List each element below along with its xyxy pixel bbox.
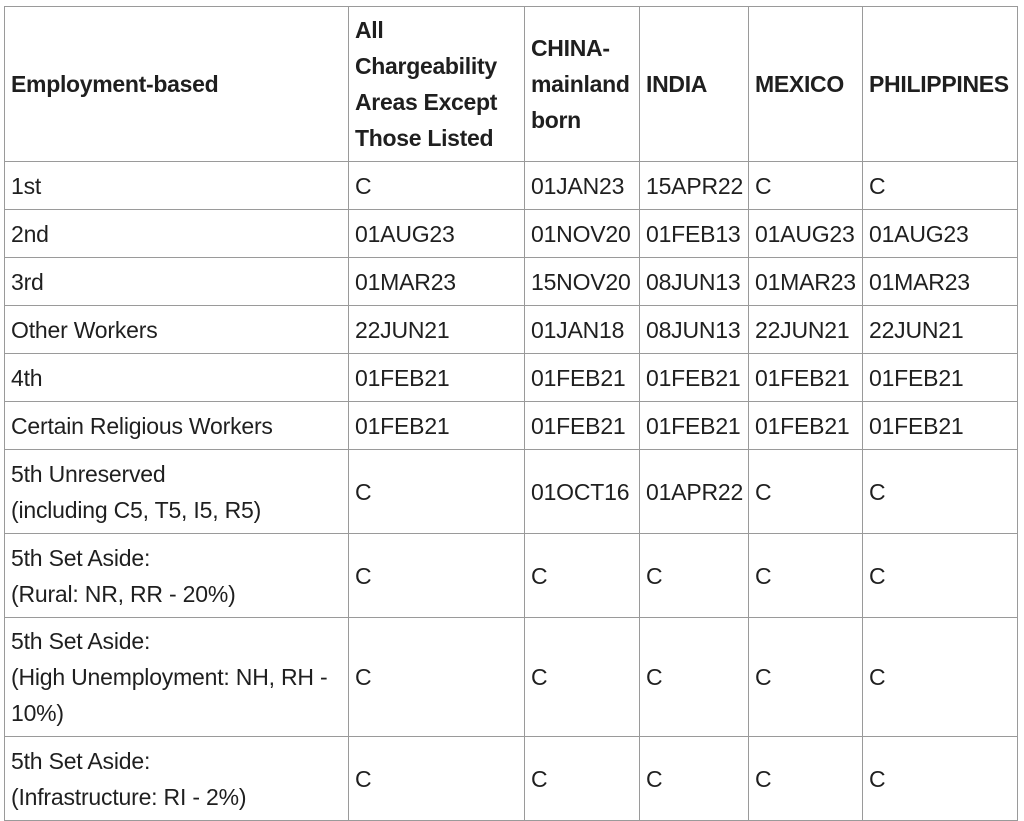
row-category	[5, 618, 349, 737]
cell-mexico: C	[749, 534, 863, 618]
cell-china: 01JAN18	[525, 306, 640, 354]
cell-india: C	[640, 534, 749, 618]
header-mexico: MEXICO	[749, 7, 863, 162]
cell-philippines: C	[863, 162, 1018, 210]
cell-india: C	[640, 737, 749, 821]
cell-mexico: 01MAR23	[749, 258, 863, 306]
cell-philippines: 01MAR23	[863, 258, 1018, 306]
header-china: CHINA-mainland born	[525, 7, 640, 162]
cell-philippines: C	[863, 618, 1018, 737]
cell-all-chargeability: C	[349, 618, 525, 737]
table-row	[5, 306, 1018, 354]
cell-all-chargeability: C	[349, 534, 525, 618]
category-line: (Rural: NR, RR - 20%)	[11, 580, 236, 607]
cell-philippines: 22JUN21	[863, 306, 1018, 354]
table-row	[5, 450, 1018, 534]
cell-all-chargeability: C	[349, 737, 525, 821]
row-category: Other Workers	[5, 306, 349, 354]
category-line: 5th Unreserved	[11, 460, 166, 487]
category-line: (including C5, T5, I5, R5)	[11, 496, 262, 523]
cell-china: C	[525, 534, 640, 618]
header-all-chargeability: All Chargeability Areas Except Those Listed	[349, 7, 525, 162]
cell-china: 15NOV20	[525, 258, 640, 306]
row-category: 1st	[5, 162, 349, 210]
cell-china: 01FEB21	[525, 354, 640, 402]
header-employment-based: Employment-based	[5, 7, 349, 162]
cell-philippines: C	[863, 534, 1018, 618]
cell-all-chargeability: C	[349, 450, 525, 534]
row-category: 2nd	[5, 210, 349, 258]
row-category	[5, 450, 349, 534]
cell-mexico: 22JUN21	[749, 306, 863, 354]
cell-china: 01OCT16	[525, 450, 640, 534]
cell-mexico: C	[749, 162, 863, 210]
category-line: (Infrastructure: RI - 2%)	[11, 783, 247, 810]
cell-philippines: 01FEB21	[863, 402, 1018, 450]
cell-mexico: C	[749, 450, 863, 534]
table-row	[5, 354, 1018, 402]
table-row	[5, 534, 1018, 618]
cell-china: 01FEB21	[525, 402, 640, 450]
row-category	[5, 534, 349, 618]
cell-philippines: C	[863, 450, 1018, 534]
table-row	[5, 162, 1018, 210]
cell-philippines: C	[863, 737, 1018, 821]
category-line: 5th Set Aside:	[11, 628, 151, 654]
category-line: 5th Set Aside:	[11, 544, 151, 571]
cell-india: 01FEB21	[640, 402, 749, 450]
employment-based-dates-table	[4, 6, 1018, 821]
cell-mexico: C	[749, 618, 863, 737]
cell-china: 01NOV20	[525, 210, 640, 258]
cell-all-chargeability: 01FEB21	[349, 402, 525, 450]
cell-all-chargeability: 22JUN21	[349, 306, 525, 354]
cell-india: 08JUN13	[640, 306, 749, 354]
category-line: (High Unemployment: NH, RH - 10%)	[11, 664, 328, 726]
cell-china: C	[525, 737, 640, 821]
cell-mexico: 01FEB21	[749, 354, 863, 402]
category-line: 5th Set Aside:	[11, 747, 151, 774]
table-row	[5, 258, 1018, 306]
table-row	[5, 210, 1018, 258]
cell-philippines: 01AUG23	[863, 210, 1018, 258]
cell-all-chargeability: C	[349, 162, 525, 210]
table-header-row	[5, 7, 1018, 162]
row-category: 4th	[5, 354, 349, 402]
cell-mexico: 01AUG23	[749, 210, 863, 258]
cell-india: 08JUN13	[640, 258, 749, 306]
row-category: Certain Religious Workers	[5, 402, 349, 450]
cell-china: C	[525, 618, 640, 737]
table-row	[5, 402, 1018, 450]
cell-all-chargeability: 01MAR23	[349, 258, 525, 306]
cell-india: 01FEB21	[640, 354, 749, 402]
cell-india: 01FEB13	[640, 210, 749, 258]
cell-all-chargeability: 01AUG23	[349, 210, 525, 258]
cell-china: 01JAN23	[525, 162, 640, 210]
table-row	[5, 737, 1018, 821]
table-row	[5, 618, 1018, 737]
header-philippines: PHILIPPINES	[863, 7, 1018, 162]
header-india: INDIA	[640, 7, 749, 162]
cell-philippines: 01FEB21	[863, 354, 1018, 402]
cell-mexico: 01FEB21	[749, 402, 863, 450]
cell-india: 01APR22	[640, 450, 749, 534]
cell-india: C	[640, 618, 749, 737]
row-category	[5, 737, 349, 821]
cell-mexico: C	[749, 737, 863, 821]
visa-bulletin-table-container	[4, 6, 1018, 821]
cell-all-chargeability: 01FEB21	[349, 354, 525, 402]
cell-india: 15APR22	[640, 162, 749, 210]
row-category: 3rd	[5, 258, 349, 306]
